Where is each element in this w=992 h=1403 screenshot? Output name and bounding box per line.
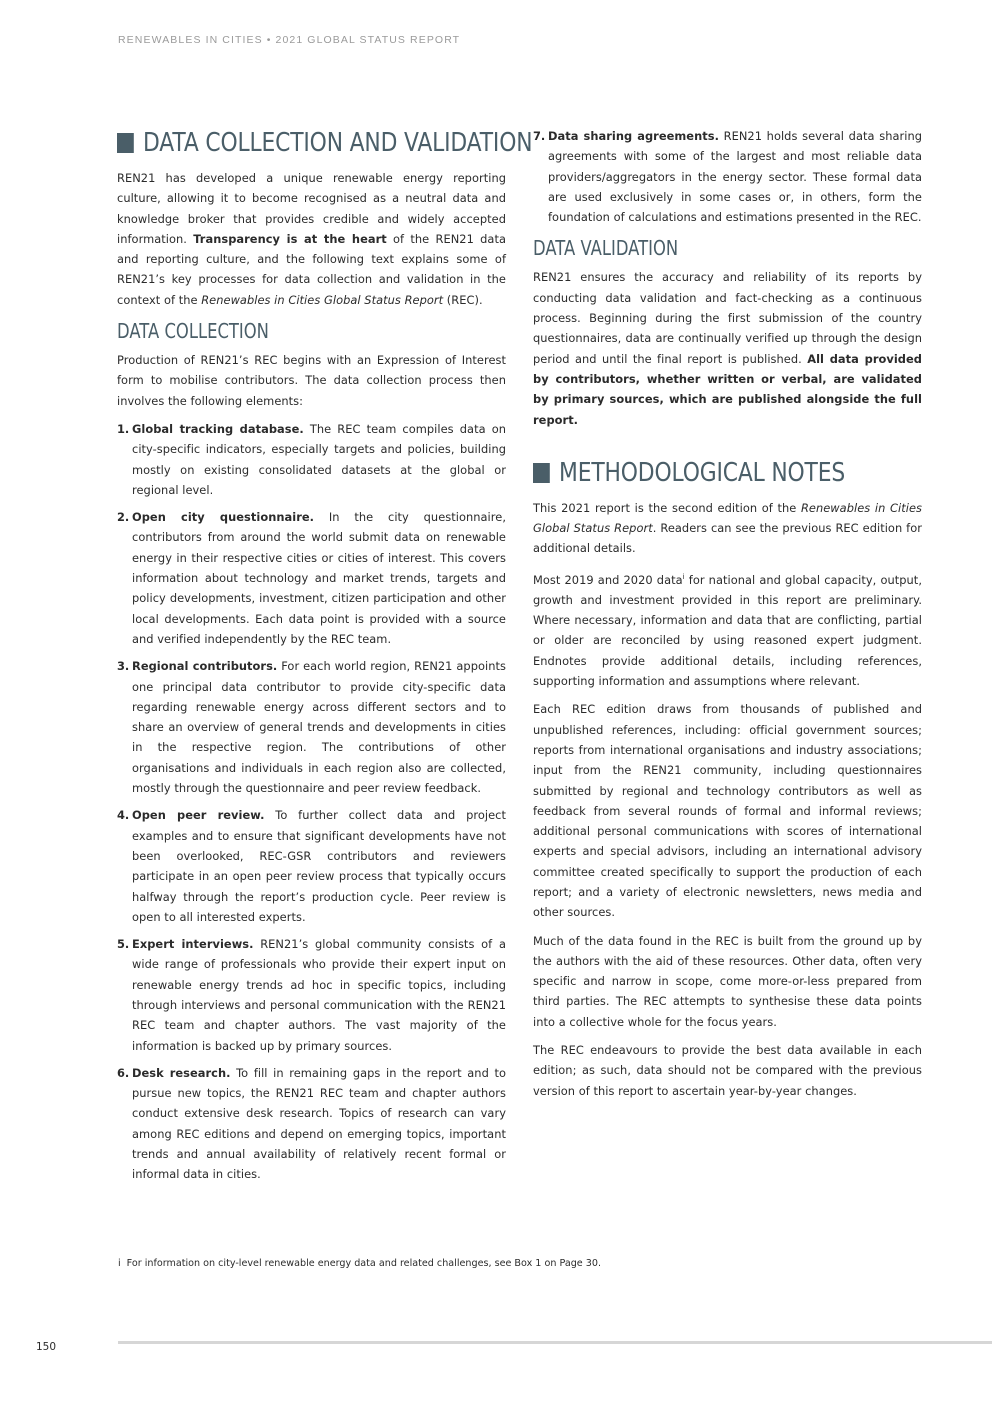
heading-square-icon	[533, 463, 550, 483]
method-paragraph-2	[533, 567, 922, 692]
page-number: 150	[36, 1341, 57, 1353]
subheading-data-collection: DATA COLLECTION	[117, 319, 269, 344]
section-heading-data-collection-validation	[117, 126, 533, 160]
method-paragraph-1	[533, 498, 922, 559]
list-item	[117, 656, 506, 798]
collection-list-continued	[533, 126, 922, 227]
intro-text-1: REN21 has developed a unique renewable energy reporting culture, allowing it to become recognised as a neutral data and knowledge broker that provides credible and widely accepted information.	[117, 171, 506, 246]
list-item	[117, 934, 506, 1056]
list-item-text: REN21 holds several data sharing agreements with some of the largest and most reliable data providers/aggregators in the energy sector. These formal data are used exclusively in some cases or, in others, form the foundation of calculations and estimations presented in the REC.	[548, 129, 922, 225]
intro-bold: Transparency is at the heart	[193, 231, 387, 246]
list-item-title: Data sharing agreements.	[548, 129, 719, 143]
footer-rule	[118, 1341, 992, 1344]
left-column	[117, 126, 533, 1192]
intro-paragraph	[117, 168, 506, 310]
list-item	[117, 1063, 506, 1185]
method-p2-text-1: Most 2019 and 2020 data	[533, 572, 683, 587]
footnote	[118, 1258, 601, 1269]
list-item-text: To further collect data and project examples and to ensure that significant developments have not been overlooked, REC-GSR contributors and reviewers participate in an open peer review process that typically occurs halfway through the report’s production cycle. Peer review is open to all interested experts.	[132, 808, 506, 924]
collection-intro: Production of REN21’s REC begins with an Expression of Interest form to mobilise contributors. The data collection process then involves the following elements:	[117, 353, 506, 408]
method-p1-text-2: . Readers can see the previous REC edition for additional details.	[533, 521, 922, 556]
footnote-ref[interactable]: i	[682, 572, 685, 581]
running-header: RENEWABLES IN CITIES • 2021 GLOBAL STATUS REPORT	[118, 34, 461, 46]
footnote-mark: i	[118, 1258, 121, 1269]
list-number: 4.	[117, 808, 130, 823]
validation-paragraph	[533, 267, 922, 429]
subheading-data-validation: DATA VALIDATION	[533, 236, 679, 261]
list-number: 1.	[117, 421, 130, 436]
section-heading-methodological-notes	[533, 456, 860, 490]
list-number: 3.	[117, 659, 130, 674]
section-heading-text: METHODOLOGICAL NOTES	[559, 457, 846, 488]
heading-square-icon	[117, 133, 134, 153]
method-paragraph-3: Each REC edition draws from thousands of published and unpublished references, including: official government sources; reports from international organisations and industry associations; input from the REN21 community, including questionnaires submitted by regional and technology contributors as well as feedback from several rounds of formal and informal reviews; additional personal communications with scores of international experts and special advisors, including an international advisory committee created specifically to support the production of each report; and a variety of electronic newsletters, news media and other sources.	[533, 702, 922, 920]
intro-italic: Renewables in Cities Global Status Report	[201, 292, 444, 307]
collection-list	[117, 419, 506, 1185]
method-p1-text-1: This 2021 report is the second edition of the	[533, 500, 801, 515]
validation-text: REN21 ensures the accuracy and reliability of its reports by conducting data validation and fact-checking as a continuous process. Beginning during the first submission of the country questionnaires, data are continually verified up through the design period and until the final report is published.	[533, 270, 922, 366]
method-p2-text-2: for national and global capacity, output, growth and investment provided in this report are preliminary. Where necessary, information and data that are conflicting, partial or older are reconciled by using reasoned expert judgment. Endnotes provide additional details, including references, supporting information and assumptions where relevant.	[533, 572, 922, 689]
list-item-text: REN21’s global community consists of a wide range of professionals who provide their expert input on renewable energy trends ad hoc in specific topics, including through interviews and personal communication with the REN21 REC team and chapter authors. The vast majority of the information is backed up by primary sources.	[132, 937, 506, 1053]
intro-text-2: of the REN21 data and reporting culture, and the following text explains some of REN21’s key processes for data collection and validation in the context of the	[117, 231, 506, 307]
intro-text-3: (REC).	[443, 292, 483, 307]
method-p1-italic: Renewables in Cities Global Status Report	[533, 500, 922, 536]
list-number: 2.	[117, 510, 130, 525]
method-paragraph-4: Much of the data found in the REC is built from the ground up by the authors with the aid of these resources. Other data, often very specific and narrow in scope, come more-or-less prepared from third parties. The REC attempts to synthesise these data points into a collective whole for the focus years.	[533, 933, 922, 1029]
list-item-title: Open city questionnaire.	[132, 510, 315, 525]
right-column	[533, 126, 922, 1109]
list-item-title: Open peer review.	[132, 808, 265, 823]
footnote-text: For information on city-level renewable energy data and related challenges, see Box 1 on Page 30.	[126, 1258, 601, 1269]
list-item-title: Global tracking database.	[132, 421, 304, 436]
list-item-title: Desk research.	[132, 1065, 231, 1080]
list-number: 5.	[117, 937, 130, 952]
list-item-text: For each world region, REN21 appoints one principal data contributor to provide city-specific data regarding renewable energy across different sectors and to share an overview of general trends and developments in cities in the respective region. The contributions of other organisations and individuals in each region also are collected, mostly through the questionnaire and peer review feedback.	[132, 659, 506, 796]
list-number: 7.	[533, 129, 546, 143]
list-number: 6.	[117, 1065, 130, 1080]
list-item-text: To fill in remaining gaps in the report and to pursue new topics, the REN21 REC team and chapter authors conduct extensive desk research. Topics of research can vary among REC editions and depend on emerging topics, important trends and annual availability of relatively recent formal or informal data in cities.	[132, 1065, 507, 1182]
list-item-text: The REC team compiles data on city-specific indicators, especially targets and policies, building mostly on existing consolidated datasets at the global or regional level.	[132, 421, 506, 497]
validation-bold: All data provided by contributors, whether written or verbal, are validated by primary sources, which are published alongside the full report.	[533, 351, 922, 427]
list-item-title: Regional contributors.	[132, 659, 278, 674]
list-item	[117, 507, 506, 649]
section-heading-text: DATA COLLECTION AND VALIDATION	[143, 128, 533, 158]
method-paragraph-5: The REC endeavours to provide the best data available in each edition; as such, data should not be compared with the previous version of this report to ascertain year-by-year changes.	[533, 1043, 922, 1098]
list-item	[117, 805, 506, 927]
list-item-text: In the city questionnaire, contributors from around the world submit data on renewable energy in their respective cities or cities of interest. This covers information about technology and market trends, targets and policy developments, investment, citizen participation and other local developments. Each data point is provided with a source and verified independently by the REC team.	[132, 510, 506, 646]
list-item-title: Expert interviews.	[132, 937, 254, 952]
list-item	[117, 419, 506, 500]
list-item	[533, 126, 922, 227]
